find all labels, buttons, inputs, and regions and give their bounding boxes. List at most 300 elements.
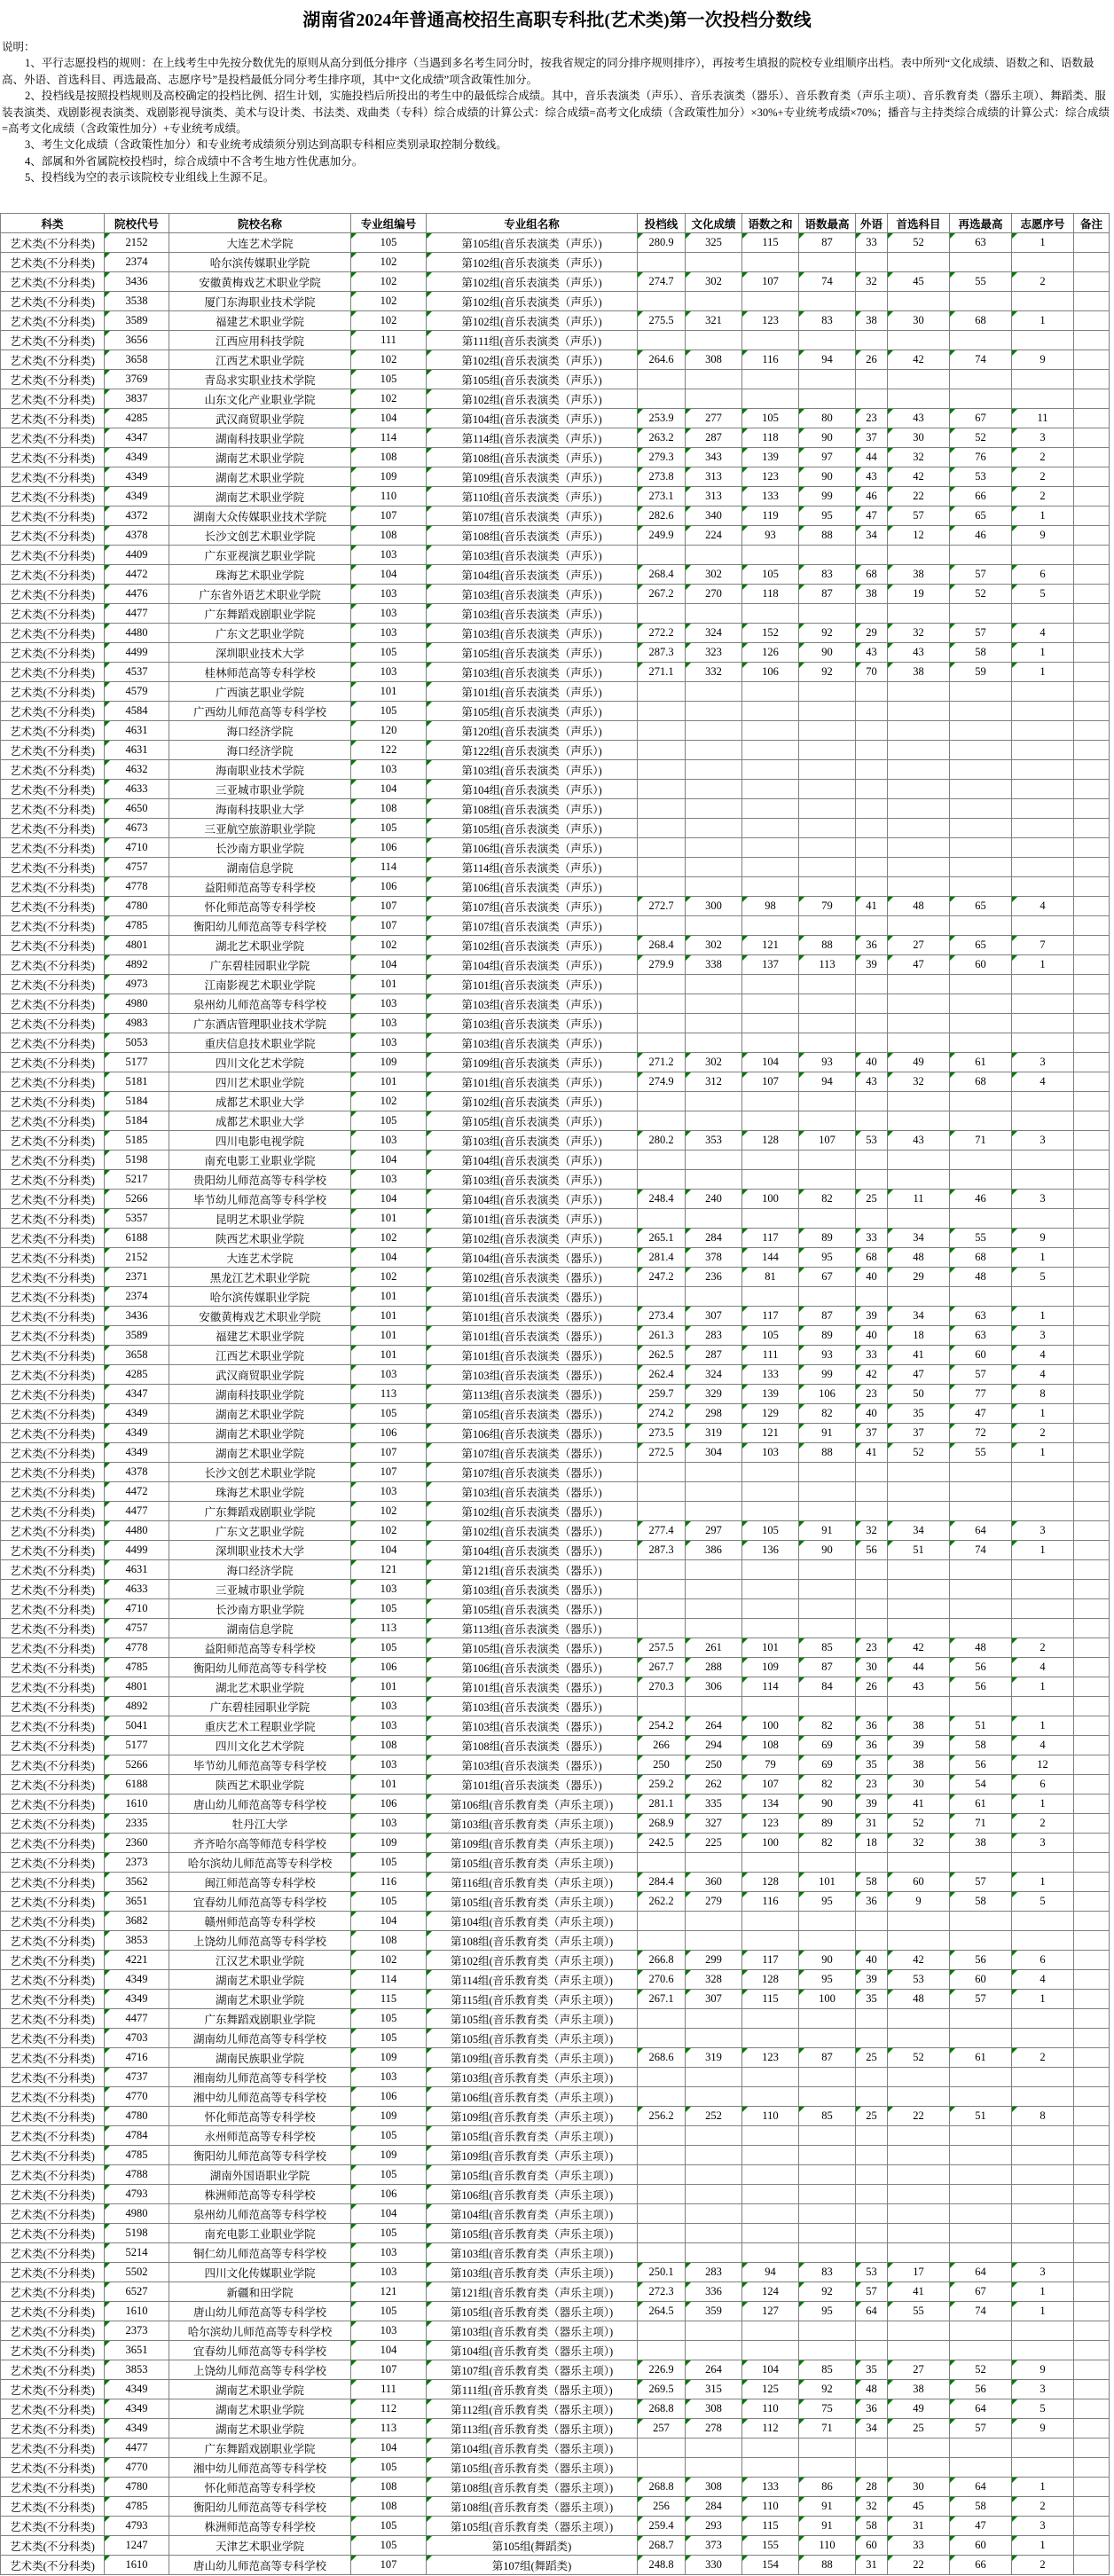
cell-first-subject: 22 bbox=[888, 2556, 950, 2575]
cell-group-code: 108 bbox=[351, 448, 427, 467]
cell-category: 艺术类(不分科类) bbox=[1, 1209, 105, 1229]
cell-text-format-marker-icon bbox=[686, 428, 691, 434]
cell-text-format-marker-icon bbox=[799, 487, 804, 492]
cell-first-subject: 22 bbox=[888, 487, 950, 507]
cell-college-code: 3589 bbox=[105, 1326, 169, 1346]
cell-group-code: 107 bbox=[351, 2556, 427, 2575]
table-row bbox=[1, 331, 1110, 350]
cell-text-format-marker-icon bbox=[856, 1677, 861, 1683]
cell-group-code: 102 bbox=[351, 389, 427, 409]
cell-text-format-marker-icon bbox=[351, 1873, 357, 1878]
cell-text-format-marker-icon bbox=[351, 1619, 357, 1624]
cell-college-code: 5185 bbox=[105, 1131, 169, 1151]
cell-reselect-max: 67 bbox=[950, 409, 1012, 428]
cell-text-format-marker-icon bbox=[427, 507, 432, 512]
cell-first-subject: 9 bbox=[888, 1892, 950, 1912]
cell-chinese-math-max: 88 bbox=[799, 2556, 856, 2575]
cell-line-score: 270.6 bbox=[638, 1970, 686, 1990]
cell-chinese-math-max bbox=[799, 877, 856, 897]
cell-college-code: 1610 bbox=[105, 1795, 169, 1814]
cell-chinese-math-max: 87 bbox=[799, 2048, 856, 2068]
cell-line-score: 268.6 bbox=[638, 2048, 686, 2068]
table-row bbox=[1, 1638, 1110, 1658]
cell-culture-score bbox=[686, 975, 742, 994]
cell-text-format-marker-icon bbox=[888, 2282, 893, 2288]
cell-text-format-marker-icon bbox=[105, 1775, 110, 1780]
cell-text-format-marker-icon bbox=[427, 994, 432, 1000]
cell-text-format-marker-icon bbox=[686, 272, 691, 278]
table-row bbox=[1, 1736, 1110, 1755]
cell-category: 艺术类(不分科类) bbox=[1, 604, 105, 624]
cell-chinese-math-max: 75 bbox=[799, 2399, 856, 2419]
cell-chinese-math-sum: 104 bbox=[742, 1053, 799, 1072]
cell-foreign-language: 32 bbox=[856, 1521, 888, 1541]
cell-text-format-marker-icon bbox=[351, 1190, 357, 1195]
cell-text-format-marker-icon bbox=[799, 1072, 804, 1078]
cell-chinese-math-sum bbox=[742, 2321, 799, 2341]
cell-foreign-language bbox=[856, 1580, 888, 1599]
cell-college-code: 4780 bbox=[105, 2478, 169, 2497]
cell-text-format-marker-icon bbox=[351, 585, 357, 590]
cell-reselect-max: 47 bbox=[950, 2517, 1012, 2536]
cell-text-format-marker-icon bbox=[105, 1053, 110, 1058]
cell-reselect-max bbox=[950, 2009, 1012, 2029]
cell-group-name: 第103组(音乐教育类（器乐主项）) bbox=[427, 2321, 638, 2341]
cell-college-name: 唐山幼儿师范高等专科学校 bbox=[169, 2556, 351, 2575]
cell-text-format-marker-icon bbox=[799, 663, 804, 668]
cell-preference-order: 9 bbox=[1012, 1229, 1074, 1248]
table-row bbox=[1, 526, 1110, 546]
cell-text-format-marker-icon bbox=[1012, 2048, 1017, 2054]
cell-text-format-marker-icon bbox=[950, 2360, 955, 2366]
cell-culture-score bbox=[686, 994, 742, 1014]
cell-category: 艺术类(不分科类) bbox=[1, 1287, 105, 1307]
cell-text-format-marker-icon bbox=[105, 1677, 110, 1683]
column-header: 院校代号 bbox=[105, 214, 169, 233]
cell-text-format-marker-icon bbox=[888, 1990, 893, 1995]
cell-category: 艺术类(不分科类) bbox=[1, 409, 105, 428]
cell-text-format-marker-icon bbox=[638, 643, 643, 648]
cell-text-format-marker-icon bbox=[856, 1716, 861, 1722]
cell-reselect-max: 64 bbox=[950, 2399, 1012, 2419]
cell-group-name: 第105组(音乐教育类（器乐主项）) bbox=[427, 2458, 638, 2478]
cell-text-format-marker-icon bbox=[638, 1404, 643, 1410]
cell-text-format-marker-icon bbox=[105, 448, 110, 453]
cell-text-format-marker-icon bbox=[427, 389, 432, 395]
cell-text-format-marker-icon bbox=[351, 1892, 357, 1897]
cell-text-format-marker-icon bbox=[742, 350, 748, 356]
cell-chinese-math-sum bbox=[742, 975, 799, 994]
cell-chinese-math-sum: 105 bbox=[742, 1521, 799, 1541]
cell-preference-order bbox=[1012, 1697, 1074, 1716]
cell-group-code: 107 bbox=[351, 1463, 427, 1482]
cell-text-format-marker-icon bbox=[1012, 1424, 1017, 1429]
cell-chinese-math-sum: 100 bbox=[742, 1190, 799, 1209]
cell-chinese-math-max: 82 bbox=[799, 1775, 856, 1795]
cell-text-format-marker-icon bbox=[1012, 585, 1017, 590]
table-row bbox=[1, 1834, 1110, 1853]
cell-preference-order bbox=[1012, 682, 1074, 702]
cell-text-format-marker-icon bbox=[1012, 2282, 1017, 2288]
cell-text-format-marker-icon bbox=[742, 1248, 748, 1253]
cell-group-code: 120 bbox=[351, 721, 427, 741]
cell-text-format-marker-icon bbox=[105, 1970, 110, 1975]
cell-chinese-math-sum: 94 bbox=[742, 2263, 799, 2282]
cell-text-format-marker-icon bbox=[1012, 1072, 1017, 1078]
cell-college-name: 南充电影工业职业学院 bbox=[169, 2224, 351, 2243]
cell-reselect-max: 65 bbox=[950, 507, 1012, 526]
cell-chinese-math-max bbox=[799, 1502, 856, 1521]
cell-group-name: 第105组(音乐教育类（声乐主项）) bbox=[427, 2009, 638, 2029]
cell-foreign-language: 43 bbox=[856, 467, 888, 487]
cell-line-score bbox=[638, 2243, 686, 2263]
cell-first-subject bbox=[888, 994, 950, 1014]
cell-text-format-marker-icon bbox=[799, 2497, 804, 2502]
cell-remark bbox=[1074, 2126, 1110, 2146]
cell-text-format-marker-icon bbox=[1012, 2497, 1017, 2502]
cell-text-format-marker-icon bbox=[351, 1541, 357, 1546]
cell-line-score: 267.1 bbox=[638, 1990, 686, 2009]
cell-foreign-language: 29 bbox=[856, 624, 888, 643]
cell-first-subject bbox=[888, 292, 950, 311]
cell-text-format-marker-icon bbox=[427, 1736, 432, 1741]
cell-text-format-marker-icon bbox=[105, 1892, 110, 1897]
cell-text-format-marker-icon bbox=[742, 2478, 748, 2483]
cell-text-format-marker-icon bbox=[105, 1599, 110, 1605]
cell-chinese-math-max bbox=[799, 1111, 856, 1131]
cell-reselect-max bbox=[950, 741, 1012, 760]
cell-text-format-marker-icon bbox=[856, 1541, 861, 1546]
cell-group-name: 第107组(舞蹈类) bbox=[427, 2556, 638, 2575]
cell-first-subject: 43 bbox=[888, 1677, 950, 1697]
cell-text-format-marker-icon bbox=[799, 1365, 804, 1370]
cell-group-name: 第105组(音乐教育类（声乐主项）) bbox=[427, 1853, 638, 1873]
cell-preference-order bbox=[1012, 2458, 1074, 2478]
cell-text-format-marker-icon bbox=[638, 2360, 643, 2366]
cell-college-code: 5502 bbox=[105, 2263, 169, 2282]
cell-text-format-marker-icon bbox=[742, 1892, 748, 1897]
cell-line-score bbox=[638, 741, 686, 760]
cell-reselect-max bbox=[950, 2165, 1012, 2185]
cell-first-subject bbox=[888, 370, 950, 389]
cell-group-name: 第103组(音乐表演类（声乐）) bbox=[427, 546, 638, 565]
cell-foreign-language: 39 bbox=[856, 1307, 888, 1326]
cell-text-format-marker-icon bbox=[351, 2048, 357, 2054]
cell-line-score bbox=[638, 546, 686, 565]
cell-text-format-marker-icon bbox=[888, 2556, 893, 2561]
cell-text-format-marker-icon bbox=[742, 1443, 748, 1449]
cell-text-format-marker-icon bbox=[799, 1892, 804, 1897]
cell-culture-score bbox=[686, 858, 742, 877]
cell-text-format-marker-icon bbox=[351, 1638, 357, 1644]
cell-text-format-marker-icon bbox=[427, 1209, 432, 1214]
cell-group-code: 105 bbox=[351, 2536, 427, 2556]
cell-text-format-marker-icon bbox=[105, 2419, 110, 2424]
cell-college-code: 4778 bbox=[105, 1638, 169, 1658]
cell-text-format-marker-icon bbox=[351, 409, 357, 414]
cell-preference-order bbox=[1012, 1092, 1074, 1111]
cell-foreign-language: 41 bbox=[856, 1443, 888, 1463]
cell-category: 艺术类(不分科类) bbox=[1, 1170, 105, 1190]
cell-college-name: 闽江师范高等专科学校 bbox=[169, 1873, 351, 1892]
cell-line-score: 280.2 bbox=[638, 1131, 686, 1151]
cell-college-code: 4584 bbox=[105, 702, 169, 721]
cell-first-subject bbox=[888, 1209, 950, 1229]
cell-reselect-max bbox=[950, 389, 1012, 409]
cell-group-name: 第103组(音乐表演类（声乐）) bbox=[427, 663, 638, 682]
cell-text-format-marker-icon bbox=[638, 1443, 643, 1449]
cell-category: 艺术类(不分科类) bbox=[1, 1404, 105, 1424]
table-row bbox=[1, 546, 1110, 565]
cell-preference-order bbox=[1012, 1287, 1074, 1307]
cell-text-format-marker-icon bbox=[427, 2360, 432, 2366]
cell-text-format-marker-icon bbox=[1012, 1834, 1017, 1839]
cell-text-format-marker-icon bbox=[742, 2048, 748, 2054]
cell-text-format-marker-icon bbox=[799, 1638, 804, 1644]
cell-culture-score bbox=[686, 838, 742, 858]
cell-group-code: 113 bbox=[351, 1385, 427, 1404]
cell-college-code: 3562 bbox=[105, 1873, 169, 1892]
cell-reselect-max bbox=[950, 2185, 1012, 2204]
table-row bbox=[1, 1853, 1110, 1873]
cell-foreign-language bbox=[856, 1033, 888, 1053]
cell-category: 艺术类(不分科类) bbox=[1, 1814, 105, 1834]
cell-remark bbox=[1074, 2068, 1110, 2087]
cell-text-format-marker-icon bbox=[105, 1521, 110, 1527]
cell-text-format-marker-icon bbox=[888, 507, 893, 512]
cell-college-code: 4710 bbox=[105, 1599, 169, 1619]
cell-culture-score: 279 bbox=[686, 1892, 742, 1912]
table-row bbox=[1, 2224, 1110, 2243]
cell-text-format-marker-icon bbox=[686, 1190, 691, 1195]
cell-culture-score: 324 bbox=[686, 1365, 742, 1385]
cell-text-format-marker-icon bbox=[638, 448, 643, 453]
table-row bbox=[1, 272, 1110, 292]
cell-category: 艺术类(不分科类) bbox=[1, 233, 105, 253]
cell-college-name: 三亚城市职业学院 bbox=[169, 1580, 351, 1599]
table-row bbox=[1, 292, 1110, 311]
cell-text-format-marker-icon bbox=[742, 1541, 748, 1546]
cell-text-format-marker-icon bbox=[888, 2399, 893, 2405]
cell-text-format-marker-icon bbox=[351, 1248, 357, 1253]
cell-text-format-marker-icon bbox=[888, 2536, 893, 2541]
cell-college-name: 江西应用科技学院 bbox=[169, 331, 351, 350]
cell-text-format-marker-icon bbox=[742, 1424, 748, 1429]
cell-text-format-marker-icon bbox=[638, 487, 643, 492]
cell-text-format-marker-icon bbox=[351, 1599, 357, 1605]
cell-category: 艺术类(不分科类) bbox=[1, 1190, 105, 1209]
cell-text-format-marker-icon bbox=[351, 565, 357, 570]
cell-text-format-marker-icon bbox=[105, 1033, 110, 1039]
cell-foreign-language: 34 bbox=[856, 2419, 888, 2439]
cell-group-name: 第107组(音乐表演类（声乐）) bbox=[427, 507, 638, 526]
cell-text-format-marker-icon bbox=[950, 2399, 955, 2405]
cell-text-format-marker-icon bbox=[888, 1268, 893, 1273]
cell-chinese-math-sum bbox=[742, 2458, 799, 2478]
cell-text-format-marker-icon bbox=[686, 2263, 691, 2268]
cell-text-format-marker-icon bbox=[799, 1736, 804, 1741]
cell-group-code: 103 bbox=[351, 2321, 427, 2341]
cell-foreign-language bbox=[856, 292, 888, 311]
cell-foreign-language: 33 bbox=[856, 1346, 888, 1365]
cell-text-format-marker-icon bbox=[105, 2497, 110, 2502]
cell-foreign-language bbox=[856, 2224, 888, 2243]
cell-text-format-marker-icon bbox=[351, 1209, 357, 1214]
cell-text-format-marker-icon bbox=[638, 1326, 643, 1331]
cell-text-format-marker-icon bbox=[427, 546, 432, 551]
cell-text-format-marker-icon bbox=[950, 1677, 955, 1683]
cell-reselect-max: 56 bbox=[950, 2380, 1012, 2399]
cell-chinese-math-max bbox=[799, 702, 856, 721]
cell-college-code: 4477 bbox=[105, 1502, 169, 1521]
cell-text-format-marker-icon bbox=[351, 604, 357, 609]
cell-category: 艺术类(不分科类) bbox=[1, 975, 105, 994]
cell-group-name: 第103组(音乐表演类（声乐）) bbox=[427, 604, 638, 624]
cell-chinese-math-sum: 133 bbox=[742, 2478, 799, 2497]
cell-group-code: 105 bbox=[351, 2224, 427, 2243]
cell-remark bbox=[1074, 2497, 1110, 2517]
cell-text-format-marker-icon bbox=[686, 1248, 691, 1253]
cell-text-format-marker-icon bbox=[888, 1541, 893, 1546]
cell-first-subject bbox=[888, 1170, 950, 1190]
cell-college-code: 4579 bbox=[105, 682, 169, 702]
cell-text-format-marker-icon bbox=[427, 2302, 432, 2307]
cell-text-format-marker-icon bbox=[742, 2360, 748, 2366]
cell-group-name: 第101组(音乐表演类（声乐）) bbox=[427, 682, 638, 702]
cell-culture-score: 283 bbox=[686, 1326, 742, 1346]
cell-text-format-marker-icon bbox=[427, 2380, 432, 2385]
cell-chinese-math-max: 90 bbox=[799, 643, 856, 663]
cell-text-format-marker-icon bbox=[105, 2399, 110, 2405]
cell-college-code: 2373 bbox=[105, 2321, 169, 2341]
cell-chinese-math-max: 94 bbox=[799, 350, 856, 370]
cell-chinese-math-sum: 127 bbox=[742, 2302, 799, 2321]
cell-culture-score bbox=[686, 1209, 742, 1229]
cell-culture-score: 330 bbox=[686, 2556, 742, 2575]
cell-group-code: 101 bbox=[351, 1307, 427, 1326]
cell-text-format-marker-icon bbox=[1012, 526, 1017, 531]
cell-text-format-marker-icon bbox=[427, 1599, 432, 1605]
cell-text-format-marker-icon bbox=[888, 955, 893, 961]
cell-text-format-marker-icon bbox=[686, 1814, 691, 1819]
table-row bbox=[1, 448, 1110, 467]
cell-text-format-marker-icon bbox=[686, 2497, 691, 2502]
cell-chinese-math-sum: 105 bbox=[742, 409, 799, 428]
cell-college-name: 四川电影电视学院 bbox=[169, 1131, 351, 1151]
cell-first-subject: 34 bbox=[888, 1229, 950, 1248]
cell-first-subject bbox=[888, 1599, 950, 1619]
cell-category: 艺术类(不分科类) bbox=[1, 1619, 105, 1638]
cell-text-format-marker-icon bbox=[799, 1541, 804, 1546]
cell-foreign-language bbox=[856, 760, 888, 780]
cell-text-format-marker-icon bbox=[105, 2360, 110, 2366]
cell-reselect-max: 74 bbox=[950, 1541, 1012, 1560]
cell-text-format-marker-icon bbox=[799, 1951, 804, 1956]
cell-preference-order: 1 bbox=[1012, 233, 1074, 253]
cell-preference-order: 2 bbox=[1012, 448, 1074, 467]
cell-reselect-max bbox=[950, 1170, 1012, 1190]
cell-text-format-marker-icon bbox=[799, 1521, 804, 1527]
cell-remark bbox=[1074, 2048, 1110, 2068]
cell-text-format-marker-icon bbox=[950, 448, 955, 453]
cell-text-format-marker-icon bbox=[686, 2282, 691, 2288]
table-row bbox=[1, 1970, 1110, 1990]
cell-chinese-math-sum bbox=[742, 1111, 799, 1131]
cell-college-name: 江西艺术职业学院 bbox=[169, 350, 351, 370]
cell-college-name: 湖南外国语职业学院 bbox=[169, 2165, 351, 2185]
cell-first-subject: 32 bbox=[888, 1072, 950, 1092]
cell-first-subject: 51 bbox=[888, 1541, 950, 1560]
cell-text-format-marker-icon bbox=[888, 1775, 893, 1780]
cell-category: 艺术类(不分科类) bbox=[1, 2029, 105, 2048]
cell-line-score bbox=[638, 994, 686, 1014]
cell-text-format-marker-icon bbox=[799, 1677, 804, 1683]
cell-reselect-max: 72 bbox=[950, 1424, 1012, 1443]
cell-text-format-marker-icon bbox=[799, 1814, 804, 1819]
cell-reselect-max: 52 bbox=[950, 428, 1012, 448]
cell-chinese-math-max bbox=[799, 2224, 856, 2243]
cell-remark bbox=[1074, 1190, 1110, 1209]
cell-culture-score: 261 bbox=[686, 1638, 742, 1658]
cell-college-code: 4650 bbox=[105, 799, 169, 819]
cell-group-name: 第105组(音乐教育类（器乐主项）) bbox=[427, 2302, 638, 2321]
cell-category: 艺术类(不分科类) bbox=[1, 1560, 105, 1580]
cell-chinese-math-max bbox=[799, 2341, 856, 2360]
cell-preference-order: 1 bbox=[1012, 2302, 1074, 2321]
cell-category: 艺术类(不分科类) bbox=[1, 389, 105, 409]
cell-text-format-marker-icon bbox=[351, 1658, 357, 1663]
cell-group-code: 103 bbox=[351, 1014, 427, 1033]
cell-group-code: 102 bbox=[351, 1268, 427, 1287]
cell-text-format-marker-icon bbox=[105, 624, 110, 629]
cell-preference-order: 3 bbox=[1012, 2380, 1074, 2399]
cell-text-format-marker-icon bbox=[638, 1677, 643, 1683]
cell-preference-order bbox=[1012, 780, 1074, 799]
cell-group-name: 第113组(音乐表演类（器乐）) bbox=[427, 1619, 638, 1638]
cell-group-name: 第101组(音乐表演类（声乐）) bbox=[427, 975, 638, 994]
table-row bbox=[1, 2029, 1110, 2048]
cell-culture-score bbox=[686, 2009, 742, 2029]
table-row bbox=[1, 2087, 1110, 2107]
cell-preference-order bbox=[1012, 2087, 1074, 2107]
cell-remark bbox=[1074, 467, 1110, 487]
cell-text-format-marker-icon bbox=[105, 1580, 110, 1585]
cell-preference-order bbox=[1012, 799, 1074, 819]
cell-text-format-marker-icon bbox=[638, 1658, 643, 1663]
cell-text-format-marker-icon bbox=[427, 721, 432, 726]
cell-culture-score bbox=[686, 1853, 742, 1873]
cell-line-score bbox=[638, 370, 686, 389]
table-row bbox=[1, 1346, 1110, 1365]
cell-college-code: 3658 bbox=[105, 350, 169, 370]
cell-group-name: 第104组(音乐教育类（器乐主项）) bbox=[427, 2439, 638, 2458]
cell-text-format-marker-icon bbox=[1012, 1053, 1017, 1058]
cell-reselect-max bbox=[950, 604, 1012, 624]
cell-college-code: 4349 bbox=[105, 2419, 169, 2439]
cell-text-format-marker-icon bbox=[799, 2282, 804, 2288]
cell-chinese-math-sum: 105 bbox=[742, 1326, 799, 1346]
cell-text-format-marker-icon bbox=[427, 1521, 432, 1527]
cell-chinese-math-sum bbox=[742, 2165, 799, 2185]
cell-text-format-marker-icon bbox=[427, 1014, 432, 1019]
cell-line-score: 242.5 bbox=[638, 1834, 686, 1853]
cell-chinese-math-max bbox=[799, 2087, 856, 2107]
cell-reselect-max: 53 bbox=[950, 467, 1012, 487]
cell-chinese-math-max bbox=[799, 1014, 856, 1033]
cell-group-name: 第105组(音乐表演类（声乐）) bbox=[427, 233, 638, 253]
note-item-2: 2、投档线是按照投档规则及高校确定的投档比例、招生计划，实施投档后所投出的考生中的最低综合成绩。其中，音乐表演类（声乐）、音乐表演类（器乐）、音乐教育类（声乐主项）、音乐教育类（器乐主项）、舞蹈类、服装表演类、戏剧影视表演类、戏剧影视导演类、美术与设计类、书法类、戏曲类（专科）综合成绩的计算公式：综合成绩=高考文化成绩（含政策性加分）×30%+专业统考成绩×70%；播音与主持类综合成绩的计算公式：综合成绩=高考文化成绩（含政策性加分）+专业统考成绩。 bbox=[2, 90, 1110, 136]
cell-chinese-math-sum: 123 bbox=[742, 311, 799, 331]
